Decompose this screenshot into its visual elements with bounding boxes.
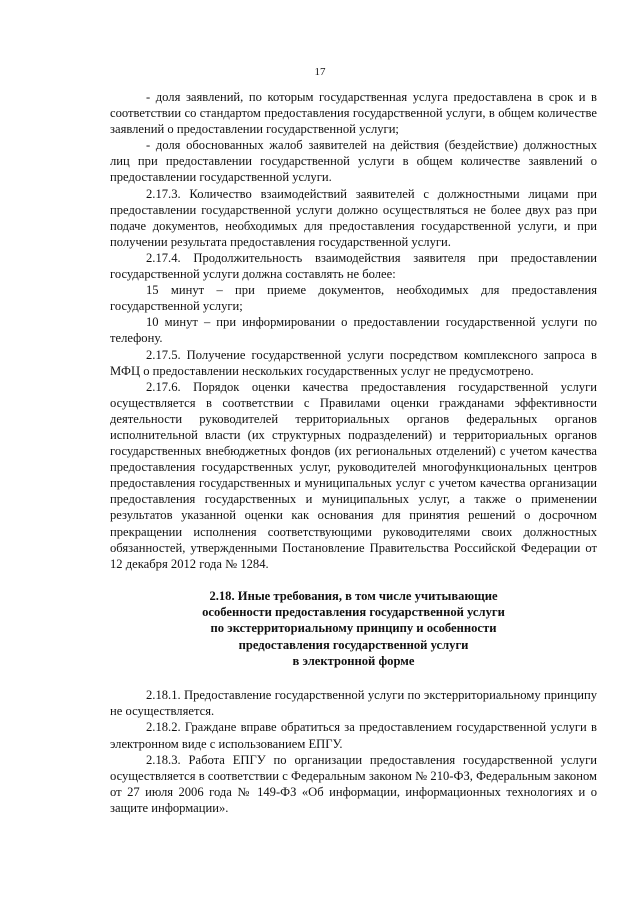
paragraph-2-17-5: 2.17.5. Получение государственной услуги посредством комплексного запроса в МФЦ о предоставлении нескольких государственных услуг не предусмотрено.: [110, 347, 597, 378]
paragraph-share-complaints: - доля обоснованных жалоб заявителей на действия (бездействие) должностных лиц при предоставлении государственной услуги в общем количестве заявлений о предоставлении государственной услуги.: [110, 138, 597, 185]
heading-line: в электронной форме: [292, 654, 415, 668]
section-heading-2-18: [110, 588, 597, 669]
document-body: [110, 89, 597, 816]
page-number: 17: [314, 66, 326, 78]
paragraph-2-18-2: 2.18.2. Граждане вправе обратиться за предоставлением государственной услуги в электронном виде с использованием ЕПГУ.: [110, 720, 597, 751]
paragraph-2-18-1: 2.18.1. Предоставление государственной услуги по экстерриториальному принципу не осуществляется.: [110, 688, 597, 719]
paragraph-2-18-3: 2.18.3. Работа ЕПГУ по организации предоставления государственной услуги осуществляется в соответствии с Федеральным законом № 210-ФЗ, Федеральным законом от 27 июля 2006 года № 149-ФЗ «Об информации, информационных технологиях и о защите информации».: [110, 752, 597, 815]
paragraph-10-minutes: 10 минут – при информировании о предоставлении государственной услуги по телефону.: [110, 315, 597, 346]
heading-line: особенности предоставления государственной услуги: [202, 605, 505, 620]
paragraph-share-applications: - доля заявлений, по которым государственная услуга предоставлена в срок и в соответствии со стандартом предоставления государственной услуги, в общем количестве заявлений о предоставлении государственной услуги;: [110, 90, 597, 137]
paragraph-2-17-3: 2.17.3. Количество взаимодействий заявителей с должностными лицами при предоставлении государственной услуги должно осуществляться не более двух раз при подаче документов, необходимых для предоставления государственной услуги, и при получении результата предоставления государственной услуги.: [110, 186, 597, 249]
heading-line: по экстерриториальному принципу и особенности: [210, 621, 497, 636]
heading-line: 2.18. Иные требования, в том числе учитывающие: [209, 588, 498, 603]
paragraph-15-minutes: 15 минут – при приеме документов, необходимых для предоставления государственной услуги;: [110, 283, 597, 314]
heading-line: предоставления государственной услуги: [238, 637, 469, 652]
paragraph-2-17-6: 2.17.6. Порядок оценки качества предоставления государственной услуги осуществляется в соответствии с Правилами оценки гражданами эффективности деятельности руководителей территориальных органов федеральных органов исполнительной власти (их структурных подразделений) и территориальных органов государственных внебюджетных фондов (их региональных отделений) с учетом качества предоставления государственных услуг, руководителей многофункциональных центров предоставления государственных и муниципальных услуг с учетом качества организации предоставления государственных и муниципальных услуг, а также о применении результатов указанной оценки как основания для принятия решений о досрочном прекращении исполнения соответствующими руководителями своих должностных обязанностей, утвержденными Постановление Правительства Российской Федерации от 12 декабря 2012 года № 1284.: [110, 379, 597, 571]
paragraph-2-17-4: 2.17.4. Продолжительность взаимодействия заявителя при предоставлении государственной услуги должна составлять не более:: [110, 250, 597, 282]
